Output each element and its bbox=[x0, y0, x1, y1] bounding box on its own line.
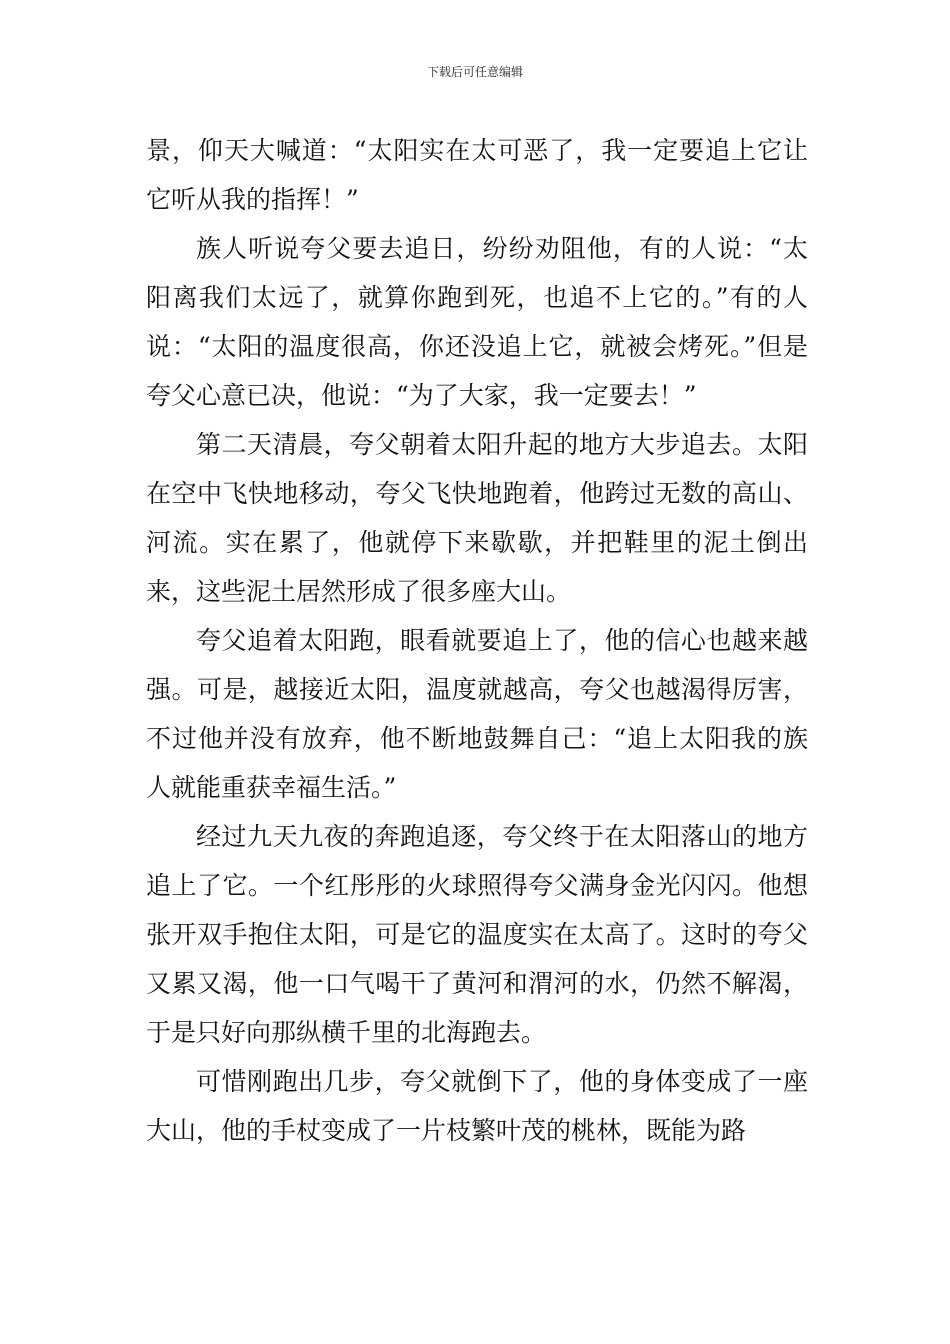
paragraph: 族人听说夸父要去追日，纷纷劝阻他，有的人说：“太阳离我们太远了，就算你跑到死，也追不上它的。”有的人说：“太阳的温度很高，你还没追上它，就被会烤死。”但是夸父心意已决，他说：“为了大家，我一定要去！” bbox=[146, 234, 808, 410]
paragraph: 夸父追着太阳跑，眼看就要追上了，他的信心也越来越强。可是，越接近太阳，温度就越高，夸父也越渴得厉害，不过他并没有放弃，他不断地鼓舞自己：“追上太阳我的族人就能重获幸福生活。” bbox=[146, 626, 808, 802]
paragraph: 经过九天九夜的奔跑追逐，夸父终于在太阳落山的地方追上了它。一个红彤彤的火球照得夸父满身金光闪闪。他想张开双手抱住太阳，可是它的温度实在太高了。这时的夸父又累又渴，他一口气喝干了黄河和渭河的水，仍然不解渴，于是只好向那纵横千里的北海跑去。 bbox=[146, 822, 808, 1047]
paragraph-continuation: 景，仰天大喊道：“太阳实在太可恶了，我一定要追上它让它听从我的指挥！” bbox=[146, 136, 808, 214]
document-body bbox=[146, 126, 808, 1155]
paragraph: 第二天清晨，夸父朝着太阳升起的地方大步追去。太阳在空中飞快地移动，夸父飞快地跑着，他跨过无数的高山、河流。实在累了，他就停下来歇歇，并把鞋里的泥土倒出来，这些泥土居然形成了很多座大山。 bbox=[146, 430, 808, 606]
header-note: 下载后可任意编辑 bbox=[426, 65, 523, 79]
paragraph: 可惜刚跑出几步，夸父就倒下了，他的身体变成了一座大山，他的手杖变成了一片枝繁叶茂的桃林，既能为路 bbox=[146, 1067, 808, 1145]
